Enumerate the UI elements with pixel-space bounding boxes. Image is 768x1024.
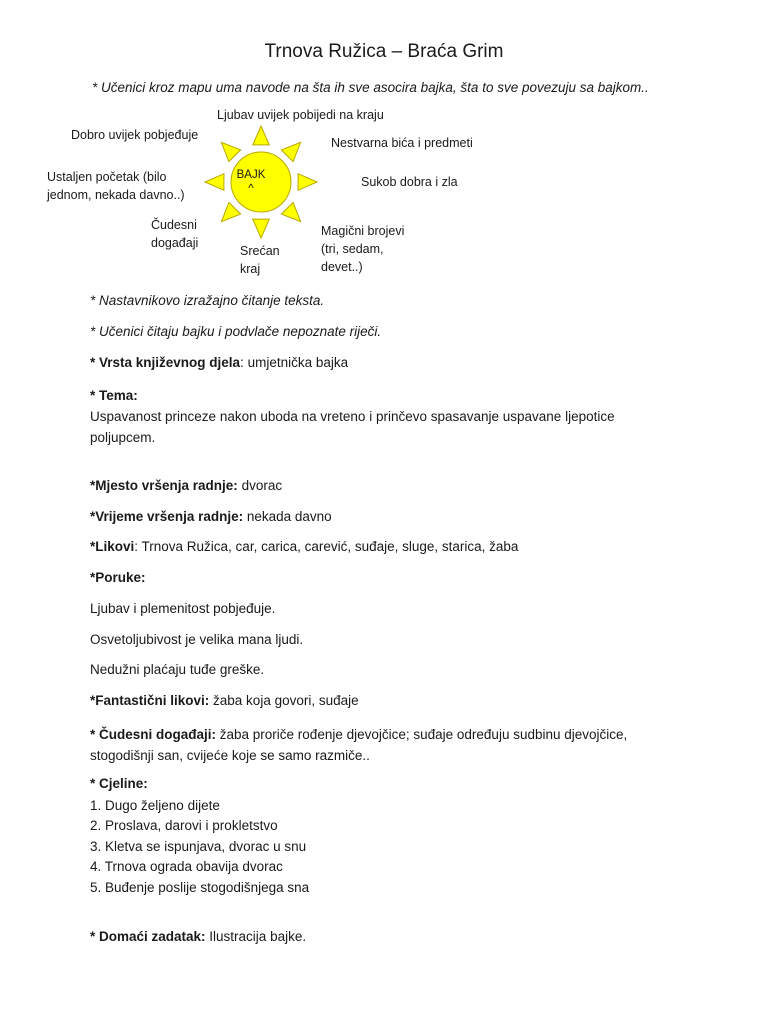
poruke-item: Osvetoljubivost je velika mana ljudi. bbox=[90, 632, 304, 647]
cjeline-item: 2. Proslava, darovi i prokletstvo bbox=[90, 818, 278, 833]
step-students: * Učenici čitaju bajku i podvlače nepoznate riječi. bbox=[90, 324, 382, 339]
sun-ray bbox=[205, 174, 224, 191]
likovi-value: : Trnova Ružica, car, carica, carević, suđaje, sluge, starica, žaba bbox=[134, 539, 519, 554]
poruke-item: Nedužni plaćaju tuđe greške. bbox=[90, 662, 265, 677]
mindmap-node-bottom-left-line2: događaji bbox=[151, 236, 199, 250]
tema-line2: poljupcem. bbox=[90, 430, 156, 445]
likovi-label: *Likovi bbox=[90, 539, 135, 554]
mjesto-label: *Mjesto vršenja radnje: bbox=[90, 478, 238, 493]
section-zadatak bbox=[90, 929, 306, 944]
vrijeme-value: nekada davno bbox=[243, 509, 332, 524]
section-vrsta bbox=[90, 355, 348, 370]
mindmap-node-top-left: Dobro uvijek pobjeđuje bbox=[71, 128, 199, 142]
vrsta-label: * Vrsta književnog djela bbox=[90, 355, 241, 370]
mindmap-node-bottom-right bbox=[321, 222, 404, 276]
cjeline-item: 1. Dugo željeno dijete bbox=[90, 797, 220, 813]
poruke-item: Ljubav i plemenitost pobjeđuje. bbox=[90, 601, 276, 616]
document-title: Trnova Ružica – Braća Grim bbox=[264, 41, 504, 62]
mindmap-node-bottom-right-line1: Magični brojevi bbox=[321, 224, 405, 238]
cudesni-line2: stogodišnji san, cvijeće koje se samo razmiče.. bbox=[90, 748, 370, 763]
mindmap-node-bottom-right-line2: (tri, sedam, bbox=[321, 242, 384, 256]
sun-ray bbox=[221, 202, 240, 221]
cjeline-item: 3. Kletva se ispunjava, dvorac u snu bbox=[90, 838, 307, 854]
section-mjesto bbox=[90, 478, 282, 493]
mindmap-node-left-line1: Ustaljen početak (bilo bbox=[47, 170, 167, 184]
mindmap-node-bottom-right-line3: devet..) bbox=[321, 260, 363, 274]
mindmap-node-bottom-line1: Srećan bbox=[240, 244, 280, 258]
cjeline-item: 4. Trnova ograda obavija dvorac bbox=[90, 859, 283, 874]
mindmap-node-bottom-left bbox=[151, 216, 198, 252]
cudesni-line1: žaba proriče rođenje djevojčice; suđaje određuju sudbinu djevojčice, bbox=[216, 727, 628, 742]
mindmap-node-bottom bbox=[240, 242, 280, 278]
mindmap-center-line1: BAJK bbox=[236, 169, 266, 181]
mindmap-node-top-right: Nestvarna bića i predmeti bbox=[331, 136, 473, 150]
section-cudesni bbox=[90, 724, 627, 766]
zadatak-label: * Domaći zadatak: bbox=[90, 929, 206, 944]
sun-ray bbox=[281, 202, 300, 221]
sun-ray bbox=[298, 174, 317, 191]
intro-instruction: * Učenici kroz mapu uma navode na šta ih sve asocira bajka, šta to sve povezuju sa bajkom.. bbox=[92, 80, 649, 95]
cjeline-item: 5. Buđenje poslije stogodišnjega sna bbox=[90, 879, 310, 895]
vrijeme-label: *Vrijeme vršenja radnje: bbox=[90, 509, 244, 524]
mindmap-node-left bbox=[47, 168, 185, 204]
cjeline-label: * Cjeline: bbox=[90, 776, 148, 791]
fantasticni-value: žaba koja govori, suđaje bbox=[209, 693, 359, 708]
sun-ray bbox=[253, 219, 270, 238]
step-reading: * Nastavnikovo izražajno čitanje teksta. bbox=[90, 293, 325, 308]
section-fantasticni bbox=[90, 693, 359, 708]
fantasticni-label: *Fantastični likovi: bbox=[90, 693, 210, 708]
mindmap-node-bottom-line2: kraj bbox=[240, 262, 261, 276]
mindmap-node-top: Ljubav uvijek pobijedi na kraju bbox=[217, 108, 384, 122]
mindmap-center-label bbox=[231, 168, 271, 196]
section-likovi bbox=[90, 539, 518, 554]
section-cjeline bbox=[90, 774, 309, 898]
cudesni-label: * Čudesni događaji: bbox=[90, 727, 217, 742]
sun-ray bbox=[253, 126, 270, 145]
mindmap-node-bottom-left-line1: Čudesni bbox=[151, 218, 197, 232]
tema-line1: Uspavanost princeze nakon uboda na vreteno i prinčevo spasavanje uspavane ljepotice bbox=[90, 409, 615, 424]
section-tema bbox=[90, 385, 615, 448]
zadatak-value: Ilustracija bajke. bbox=[205, 929, 307, 944]
sun-ray bbox=[281, 142, 300, 161]
sun-ray bbox=[221, 142, 240, 161]
poruke-label: *Poruke: bbox=[90, 570, 146, 585]
mjesto-value: dvorac bbox=[237, 478, 283, 493]
vrsta-value: : umjetnička bajka bbox=[240, 355, 349, 370]
tema-label: * Tema: bbox=[90, 388, 138, 403]
mindmap-center-line2: ^ bbox=[248, 183, 254, 195]
section-vrijeme bbox=[90, 509, 332, 524]
mindmap-node-left-line2: jednom, nekada davno..) bbox=[47, 188, 185, 202]
mindmap-node-right: Sukob dobra i zla bbox=[361, 175, 458, 189]
